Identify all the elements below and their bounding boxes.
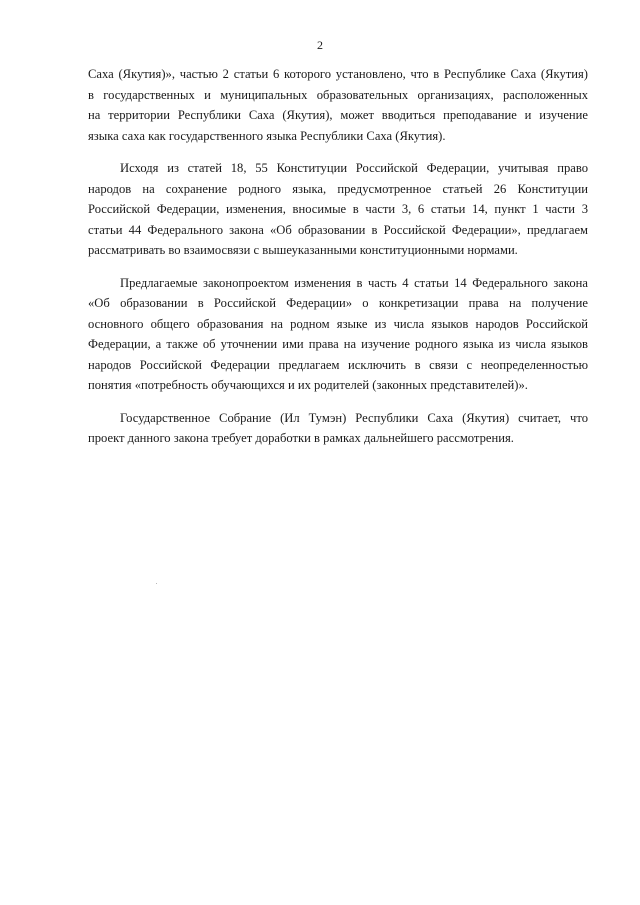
paragraph-line: Российской Федерации, изменения, вносимые в части 3, 6 статьи 14, пункт 1 части 3: [88, 202, 588, 216]
paragraph-line: «Об образовании в Российской Федерации» о конкретизации права на получение: [88, 296, 588, 310]
paragraph-line: народов Российской Федерации предлагаем исключить в связи с неопределенностью: [88, 357, 588, 372]
scan-speck: [156, 583, 157, 584]
paragraph-line: основного общего образования на родном языке из числа языков народов Российской: [88, 316, 588, 331]
paragraph-line: рассматривать во взаимосвязи с вышеуказанными конституционными нормами.: [88, 243, 518, 257]
paragraph-2: [88, 158, 588, 261]
paragraph-line: Саха (Якутия)», частью 2 статьи 6 которого установлено, что в Республике Саха (Якутия): [88, 67, 588, 81]
paragraph-line: Государственное Собрание (Ил Тумэн) Республики Саха (Якутия) считает, что: [120, 410, 588, 425]
paragraph-3: [88, 273, 588, 396]
document-body: [88, 64, 588, 461]
paragraph-1: [88, 64, 588, 146]
paragraph-line: проект данного закона требует доработки в рамках дальнейшего рассмотрения.: [88, 431, 514, 445]
paragraph-line: на территории Республики Саха (Якутия), может вводиться преподавание и изучение: [88, 108, 588, 122]
paragraph-line: в государственных и муниципальных образовательных организациях, расположенных: [88, 87, 588, 102]
page-number: 2: [317, 38, 323, 52]
paragraph-line: статьи 44 Федерального закона «Об образовании в Российской Федерации», предлагаем: [88, 222, 588, 237]
paragraph-line: Федерации, а также об уточнении ими права на изучение родного языка из числа языков: [88, 337, 588, 351]
paragraph-line: Исходя из статей 18, 55 Конституции Российской Федерации, учитывая право: [120, 161, 588, 175]
paragraph-line: народов на сохранение родного языка, предусмотренное статьей 26 Конституции: [88, 181, 588, 196]
paragraph-line: Предлагаемые законопроектом изменения в часть 4 статьи 14 Федерального закона: [120, 275, 588, 290]
paragraph-line: понятия «потребность обучающихся и их родителей (законных представителей)».: [88, 378, 528, 392]
paragraph-line: языка саха как государственного языка Республики Саха (Якутия).: [88, 128, 446, 143]
paragraph-4: [88, 408, 588, 449]
